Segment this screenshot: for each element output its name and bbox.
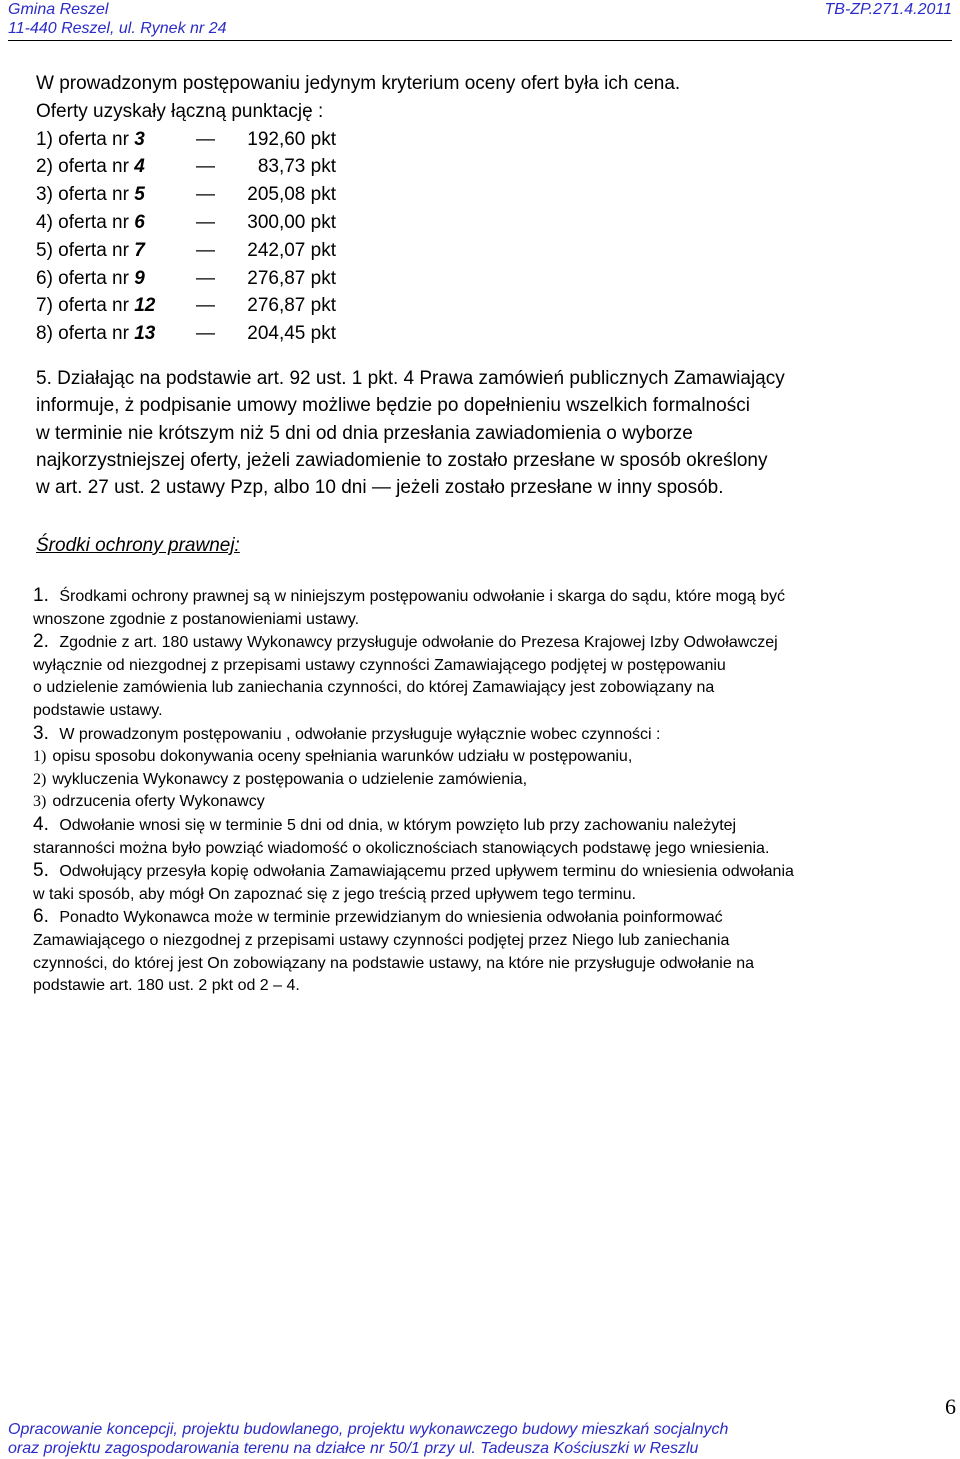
item-number: 3. xyxy=(33,722,49,744)
offer-dash: — xyxy=(196,323,215,345)
offer-row xyxy=(36,153,940,181)
offer-dash: — xyxy=(196,295,215,317)
section-5-line: w art. 27 ust. 2 ustawy Pzp, albo 10 dni — jeżeli zostało przesłane w inny sposób. xyxy=(36,477,724,499)
offer-number: 13 xyxy=(134,323,156,345)
offer-points: 300,00 pkt xyxy=(247,211,336,233)
item-text: Odwołujący przesyła kopię odwołania Zamawiającemu przed upływem terminu do wniesienia odwołania xyxy=(59,863,794,881)
offer-number: 6 xyxy=(134,211,145,233)
offer-index: 2) oferta nr xyxy=(36,156,135,178)
offer-index: 7) oferta nr xyxy=(36,295,135,317)
offer-number: 7 xyxy=(134,239,145,261)
item-number: 6. xyxy=(33,906,49,928)
item-text: wyłącznie od niezgodnej z przepisami ustawy czynności Zamawiającego podjętej w postępowaniu xyxy=(33,656,726,674)
section-5-line: informuje, ż podpisanie umowy możliwe będzie po dopełnieniu wszelkich formalności xyxy=(36,395,750,417)
remedies-heading: Środki ochrony prawnej: xyxy=(36,535,240,556)
offer-row xyxy=(36,126,940,154)
item-number: 5. xyxy=(33,860,49,882)
item-text: czynności, do której jest On zobowiązany na podstawie ustawy, na które nie przysługuje odwołanie na xyxy=(33,954,754,972)
offer-dash: — xyxy=(196,128,215,150)
item-number: 2. xyxy=(33,631,49,653)
item-text: Zgodnie z art. 180 ustawy Wykonawcy przysługuje odwołanie do Prezesa Krajowej Izby Odwoławczej xyxy=(59,634,778,652)
offer-dash: — xyxy=(196,184,215,206)
item-text: Zamawiającego o niezgodnej z przepisami ustawy czynności podjętej przez Niego lub zaniechania xyxy=(33,931,730,949)
item-number: 1. xyxy=(33,585,49,606)
offer-number: 4 xyxy=(134,156,145,178)
item-text: podstawie art. 180 ust. 2 pkt od 2 – 4. xyxy=(33,977,300,995)
offer-dash: — xyxy=(196,156,215,178)
section-5-line: 5. Działając na podstawie art. 92 ust. 1 pkt. 4 Prawa zamówień publicznych Zamawiający xyxy=(36,368,785,389)
page-footer xyxy=(8,1420,728,1458)
offer-row xyxy=(36,265,940,293)
page-header xyxy=(8,0,952,41)
section-5-line: najkorzystniejszej oferty, jeżeli zawiadomienie to zostało przesłane w sposób określony xyxy=(36,449,768,471)
sub-item-number: 1) xyxy=(33,748,47,766)
sub-item-text: wykluczenia Wykonawcy z postępowania o udzielenie zamówienia, xyxy=(52,770,528,788)
footer-line: Opracowanie koncepcji, projektu budowlanego, projektu wykonawczego budowy mieszkań socjalnych xyxy=(8,1421,729,1438)
offer-number: 12 xyxy=(134,295,156,317)
header-address: 11-440 Reszel, ul. Rynek nr 24 xyxy=(8,20,227,37)
offer-row xyxy=(36,320,940,348)
remedy-item-6 xyxy=(33,906,940,997)
offer-points: 276,87 pkt xyxy=(247,267,336,289)
offer-number: 3 xyxy=(134,128,145,150)
offer-index: 8) oferta nr xyxy=(36,323,135,345)
sub-item-text: opisu sposobu dokonywania oceny spełniania warunków udziału w postępowaniu, xyxy=(52,748,633,766)
section-5-line: w terminie nie krótszym niż 5 dni od dnia przesłania zawiadomienia o wyborze xyxy=(36,422,693,444)
sub-item-number: 3) xyxy=(33,793,47,811)
offer-index: 6) oferta nr xyxy=(36,267,135,289)
item-text: Środkami ochrony prawnej są w niniejszym postępowaniu odwołanie i skarga do sądu, które mogą być xyxy=(59,588,786,605)
header-left xyxy=(8,0,226,38)
offer-points: 83,73 pkt xyxy=(257,156,336,178)
header-reference: TB-ZP.271.4.2011 xyxy=(824,1,952,18)
sub-item-number: 2) xyxy=(33,770,47,788)
item-text: w taki sposób, aby mógł On zapoznać się z jego treścią przed upływem tego terminu. xyxy=(33,885,636,903)
offer-dash: — xyxy=(196,267,215,289)
offer-number: 9 xyxy=(134,267,145,289)
item-text: Odwołanie wnosi się w terminie 5 dni od dnia, w którym powzięto lub przy zachowaniu należytej xyxy=(59,816,737,834)
offer-points: 192,60 pkt xyxy=(247,128,336,150)
remedy-item-4 xyxy=(33,814,940,860)
item-text: staranności można było powziąć wiadomość o okolicznościach stanowiących podstawę jego wniesienia. xyxy=(33,839,770,857)
offer-row xyxy=(36,181,940,209)
offer-row xyxy=(36,292,940,320)
sub-item-text: odrzucenia oferty Wykonawcy xyxy=(52,793,265,811)
remedy-item-2 xyxy=(33,631,940,722)
remedy-item-3 xyxy=(33,723,940,814)
footer-line: oraz projektu zagospodarowania terenu na działce nr 50/1 przy ul. Tadeusza Kościuszki w Reszlu xyxy=(8,1440,699,1457)
offer-dash: — xyxy=(196,211,215,233)
offer-row xyxy=(36,209,940,237)
intro-line-1: W prowadzonym postępowaniu jedynym kryterium oceny ofert była ich cena. xyxy=(36,73,681,94)
item-text: wnoszone zgodnie z postanowieniami ustawy. xyxy=(33,610,360,628)
offer-index: 1) oferta nr xyxy=(36,128,135,150)
page-number: 6 xyxy=(945,1394,956,1419)
offer-index: 3) oferta nr xyxy=(36,184,135,206)
item-text: Ponadto Wykonawca może w terminie przewidzianym do wniesienia odwołania poinformować xyxy=(59,909,723,927)
offer-index: 5) oferta nr xyxy=(36,239,135,261)
remedy-item-1 xyxy=(33,585,940,631)
item-number: 4. xyxy=(33,813,49,835)
offers-section xyxy=(36,70,940,348)
section-5-paragraph xyxy=(36,365,940,501)
header-municipality: Gmina Reszel xyxy=(8,1,109,18)
offer-row xyxy=(36,237,940,265)
offer-points: 204,45 pkt xyxy=(247,323,336,345)
remedies-list xyxy=(33,585,940,998)
item-text: W prowadzonym postępowaniu , odwołanie przysługuje wyłącznie wobec czynności : xyxy=(59,725,661,743)
item-text: podstawie ustawy. xyxy=(33,701,163,719)
offer-number: 5 xyxy=(134,184,145,206)
offer-list xyxy=(36,126,940,348)
offer-points: 276,87 pkt xyxy=(247,295,336,317)
remedy-item-5 xyxy=(33,860,940,906)
offer-dash: — xyxy=(196,239,215,261)
offer-points: 205,08 pkt xyxy=(247,184,336,206)
intro-line-2: Oferty uzyskały łączną punktację : xyxy=(36,100,324,122)
offer-points: 242,07 pkt xyxy=(247,239,336,261)
item-text: o udzielenie zamówienia lub zaniechania czynności, do której Zamawiający jest zobowiązany na xyxy=(33,679,715,697)
offer-index: 4) oferta nr xyxy=(36,211,135,233)
